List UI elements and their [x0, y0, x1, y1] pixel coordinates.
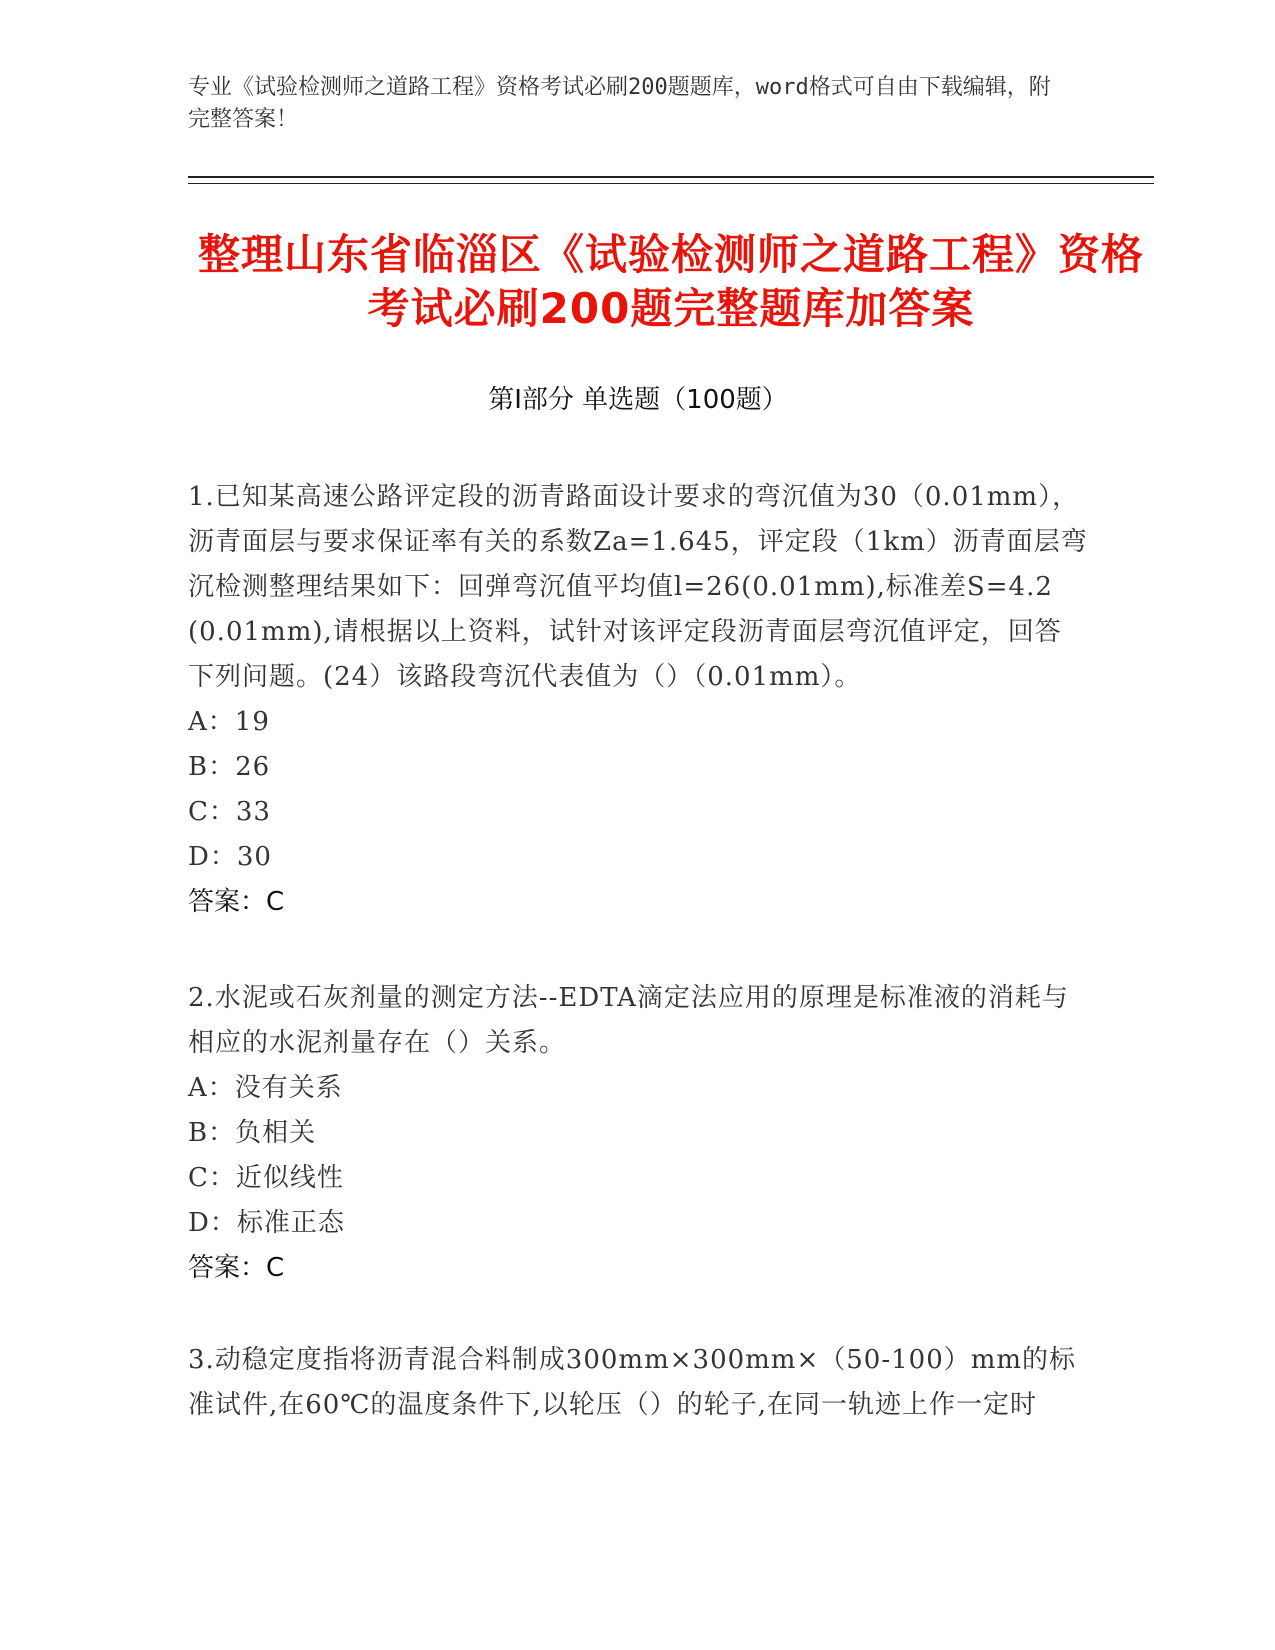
header-divider-thin: [188, 183, 1154, 184]
answer: 答案：C: [188, 1253, 285, 1283]
question-stem: 3.动稳定度指将沥青混合料制成300mm×300mm×（50-100）mm的标准试件,在60℃的温度条件下,以轮压（）的轮子,在同一轨迹上作一定时: [188, 1345, 1077, 1420]
option-a: A：19: [188, 707, 270, 737]
option-d: D：标准正态: [188, 1208, 345, 1238]
option-c: C：近似线性: [188, 1163, 344, 1193]
question-stem: 2.水泥或石灰剂量的测定方法--EDTA滴定法应用的原理是标准液的消耗与相应的水泥剂量存在（）关系。: [188, 983, 1069, 1058]
option-a: A：没有关系: [188, 1073, 343, 1103]
option-b: B：26: [188, 752, 271, 782]
question-2: [188, 976, 1088, 1291]
header-note: 专业《试验检测师之道路工程》资格考试必刷200题题库，word格式可自由下载编辑，附完整答案！: [188, 75, 1051, 132]
section-title: 第Ⅰ部分 单选题（100题）: [488, 385, 788, 415]
answer: 答案：C: [188, 887, 285, 917]
document-title: 整理山东省临淄区《试验检测师之道路工程》资格考试必刷200题完整题库加答案: [197, 230, 1144, 333]
question-1: [188, 475, 1088, 925]
question-3: [188, 1338, 1088, 1428]
option-c: C：33: [188, 797, 271, 827]
option-b: B：负相关: [188, 1118, 317, 1148]
question-stem: 1.已知某高速公路评定段的沥青路面设计要求的弯沉值为30（0.01mm），沥青面层与要求保证率有关的系数Za=1.645，评定段（1km）沥青面层弯沉检测整理结果如下：回弹弯沉值平均值l=26(0.01mm),标准差S=4.2(0.01mm),请根据以上资料，试针对该评定段沥青面层弯沉值评定，回答下列问题。(24）该路段弯沉代表值为（）（0.01mm）。: [188, 482, 1088, 692]
header-divider-thick: [188, 176, 1154, 178]
option-d: D：30: [188, 842, 272, 872]
